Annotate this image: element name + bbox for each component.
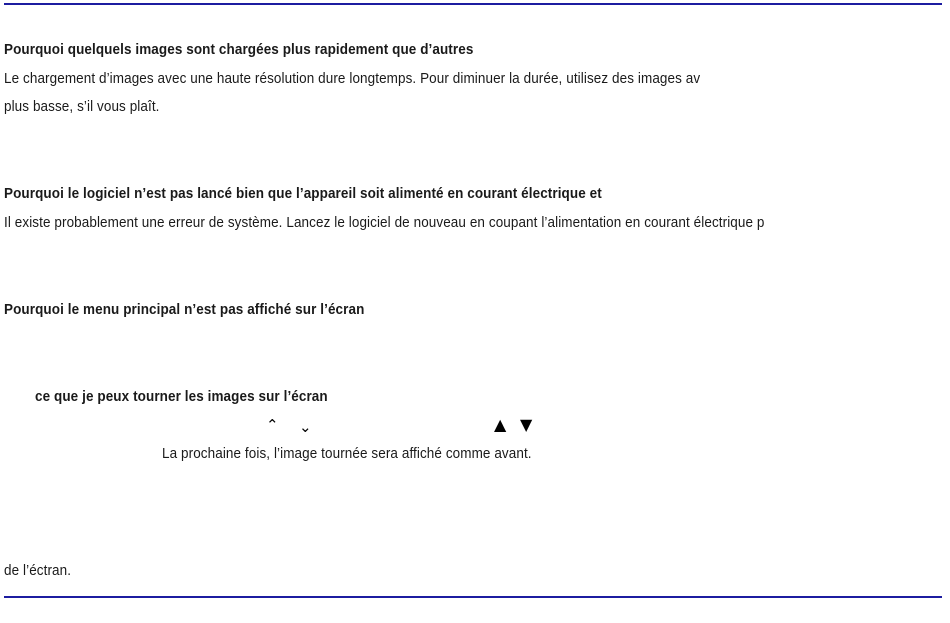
faq-question-rotate-images: ce que je peux tourner les images sur l’écran	[35, 389, 328, 405]
faq-question-software-not-launched: Pourquoi le logiciel n’est pas lancé bien que l’appareil soit alimenté en courant électrique et	[4, 186, 602, 202]
faq-answer-loading-speed-line-1: Le chargement d’images avec une haute résolution dure longtemps. Pour diminuer la durée, utilisez des images av	[4, 71, 701, 87]
caret-up-icon: ⌃	[266, 416, 279, 434]
faq-question-main-menu-not-shown: Pourquoi le menu principal n’est pas affiché sur l’écran	[4, 302, 365, 318]
trailing-text: de l’éctran.	[4, 563, 72, 579]
bottom-divider	[4, 596, 942, 598]
faq-question-loading-speed: Pourquoi quelquels images sont chargées plus rapidement que d’autres	[4, 42, 474, 58]
triangle-down-icon: ▼	[520, 415, 533, 434]
top-divider	[4, 3, 942, 5]
caret-down-icon: ⌄	[299, 418, 312, 436]
faq-answer-software-not-launched-line-1: Il existe probablement une erreur de système. Lancez le logiciel de nouveau en coupant l’alimentation en courant électrique p	[4, 215, 765, 231]
faq-answer-rotate-images-line-1: La prochaine fois, l’image tournée sera affiché comme avant.	[162, 446, 532, 462]
faq-answer-loading-speed-line-2: plus basse, s’il vous plaît.	[4, 99, 160, 115]
triangle-up-icon: ▲	[494, 415, 507, 434]
